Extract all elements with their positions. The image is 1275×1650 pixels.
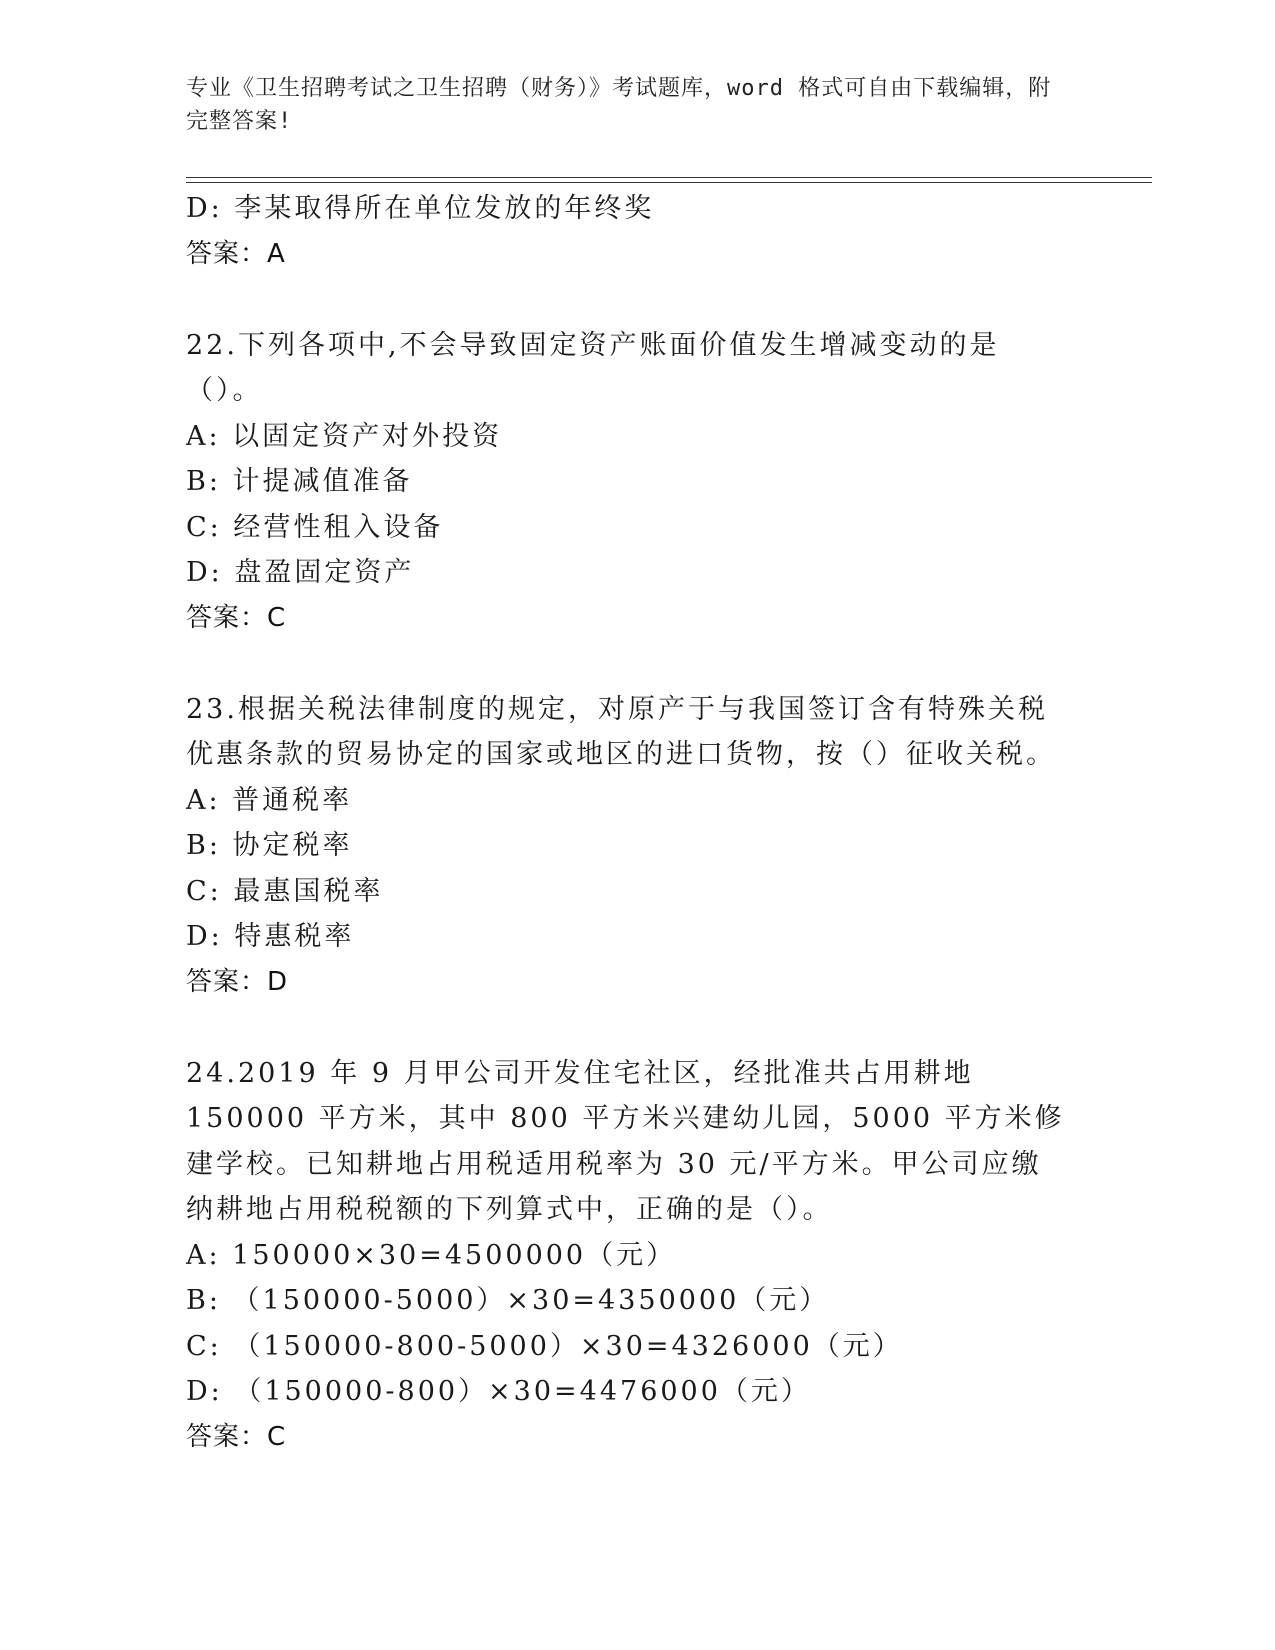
option-d: D: 盘盈固定资产: [186, 557, 415, 588]
option-c: C: 经营性租入设备: [186, 511, 444, 543]
option-b: B: 协定税率: [186, 830, 353, 861]
answer-line: 答案：C: [186, 1421, 287, 1452]
question-list: [186, 186, 1086, 1460]
spacer: [186, 277, 1086, 323]
option-a: A: 以固定资产对外投资: [186, 420, 503, 452]
question-text: 22.下列各项中,不会导致固定资产账面价值发生增减变动的是（）。: [186, 329, 1000, 406]
previous-question-tail: [186, 186, 1086, 277]
spacer: [186, 1005, 1086, 1051]
option-d: D: 李某取得所在单位发放的年终奖: [186, 193, 655, 224]
option-b: B: （150000-5000）×30=4350000（元）: [186, 1285, 830, 1316]
option-d: D: 特惠税率: [186, 921, 355, 952]
question-22: [186, 323, 1086, 642]
question-24: [186, 1051, 1086, 1461]
option-a: A: 普通税率: [186, 784, 353, 816]
question-text: 24.2019 年 9 月甲公司开发住宅社区，经批准共占用耕地 150000 平方米，其中 800 平方米兴建幼儿园，5000 平方米修建学校。已知耕地占用税适用税率为 30 元/平方米。甲公司应缴纳耕地占用税税额的下列算式中，正确的是（）。: [186, 1057, 1065, 1225]
answer-line: 答案：A: [186, 238, 286, 269]
answer-line: 答案：C: [186, 602, 287, 633]
header-rule-bottom: [186, 182, 1152, 183]
page-header: 专业《卫生招聘考试之卫生招聘（财务）》考试题库，word 格式可自由下载编辑，附完整答案!: [186, 76, 1052, 134]
answer-line: 答案：D: [186, 966, 289, 997]
option-c: C: 最惠国税率: [186, 875, 384, 907]
spacer: [186, 641, 1086, 687]
header-rule-top: [186, 177, 1152, 178]
option-b: B: 计提减值准备: [186, 466, 413, 497]
option-d: D: （150000-800）×30=4476000（元）: [186, 1376, 811, 1407]
option-a: A: 150000×30=4500000（元）: [186, 1239, 677, 1271]
question-23: [186, 687, 1086, 1006]
question-text: 23.根据关税法律制度的规定，对原产于与我国签订含有特殊关税优惠条款的贸易协定的国家或地区的进口货物，按（）征收关税。: [186, 693, 1056, 770]
option-c: C: （150000-800-5000）×30=4326000（元）: [186, 1330, 903, 1362]
